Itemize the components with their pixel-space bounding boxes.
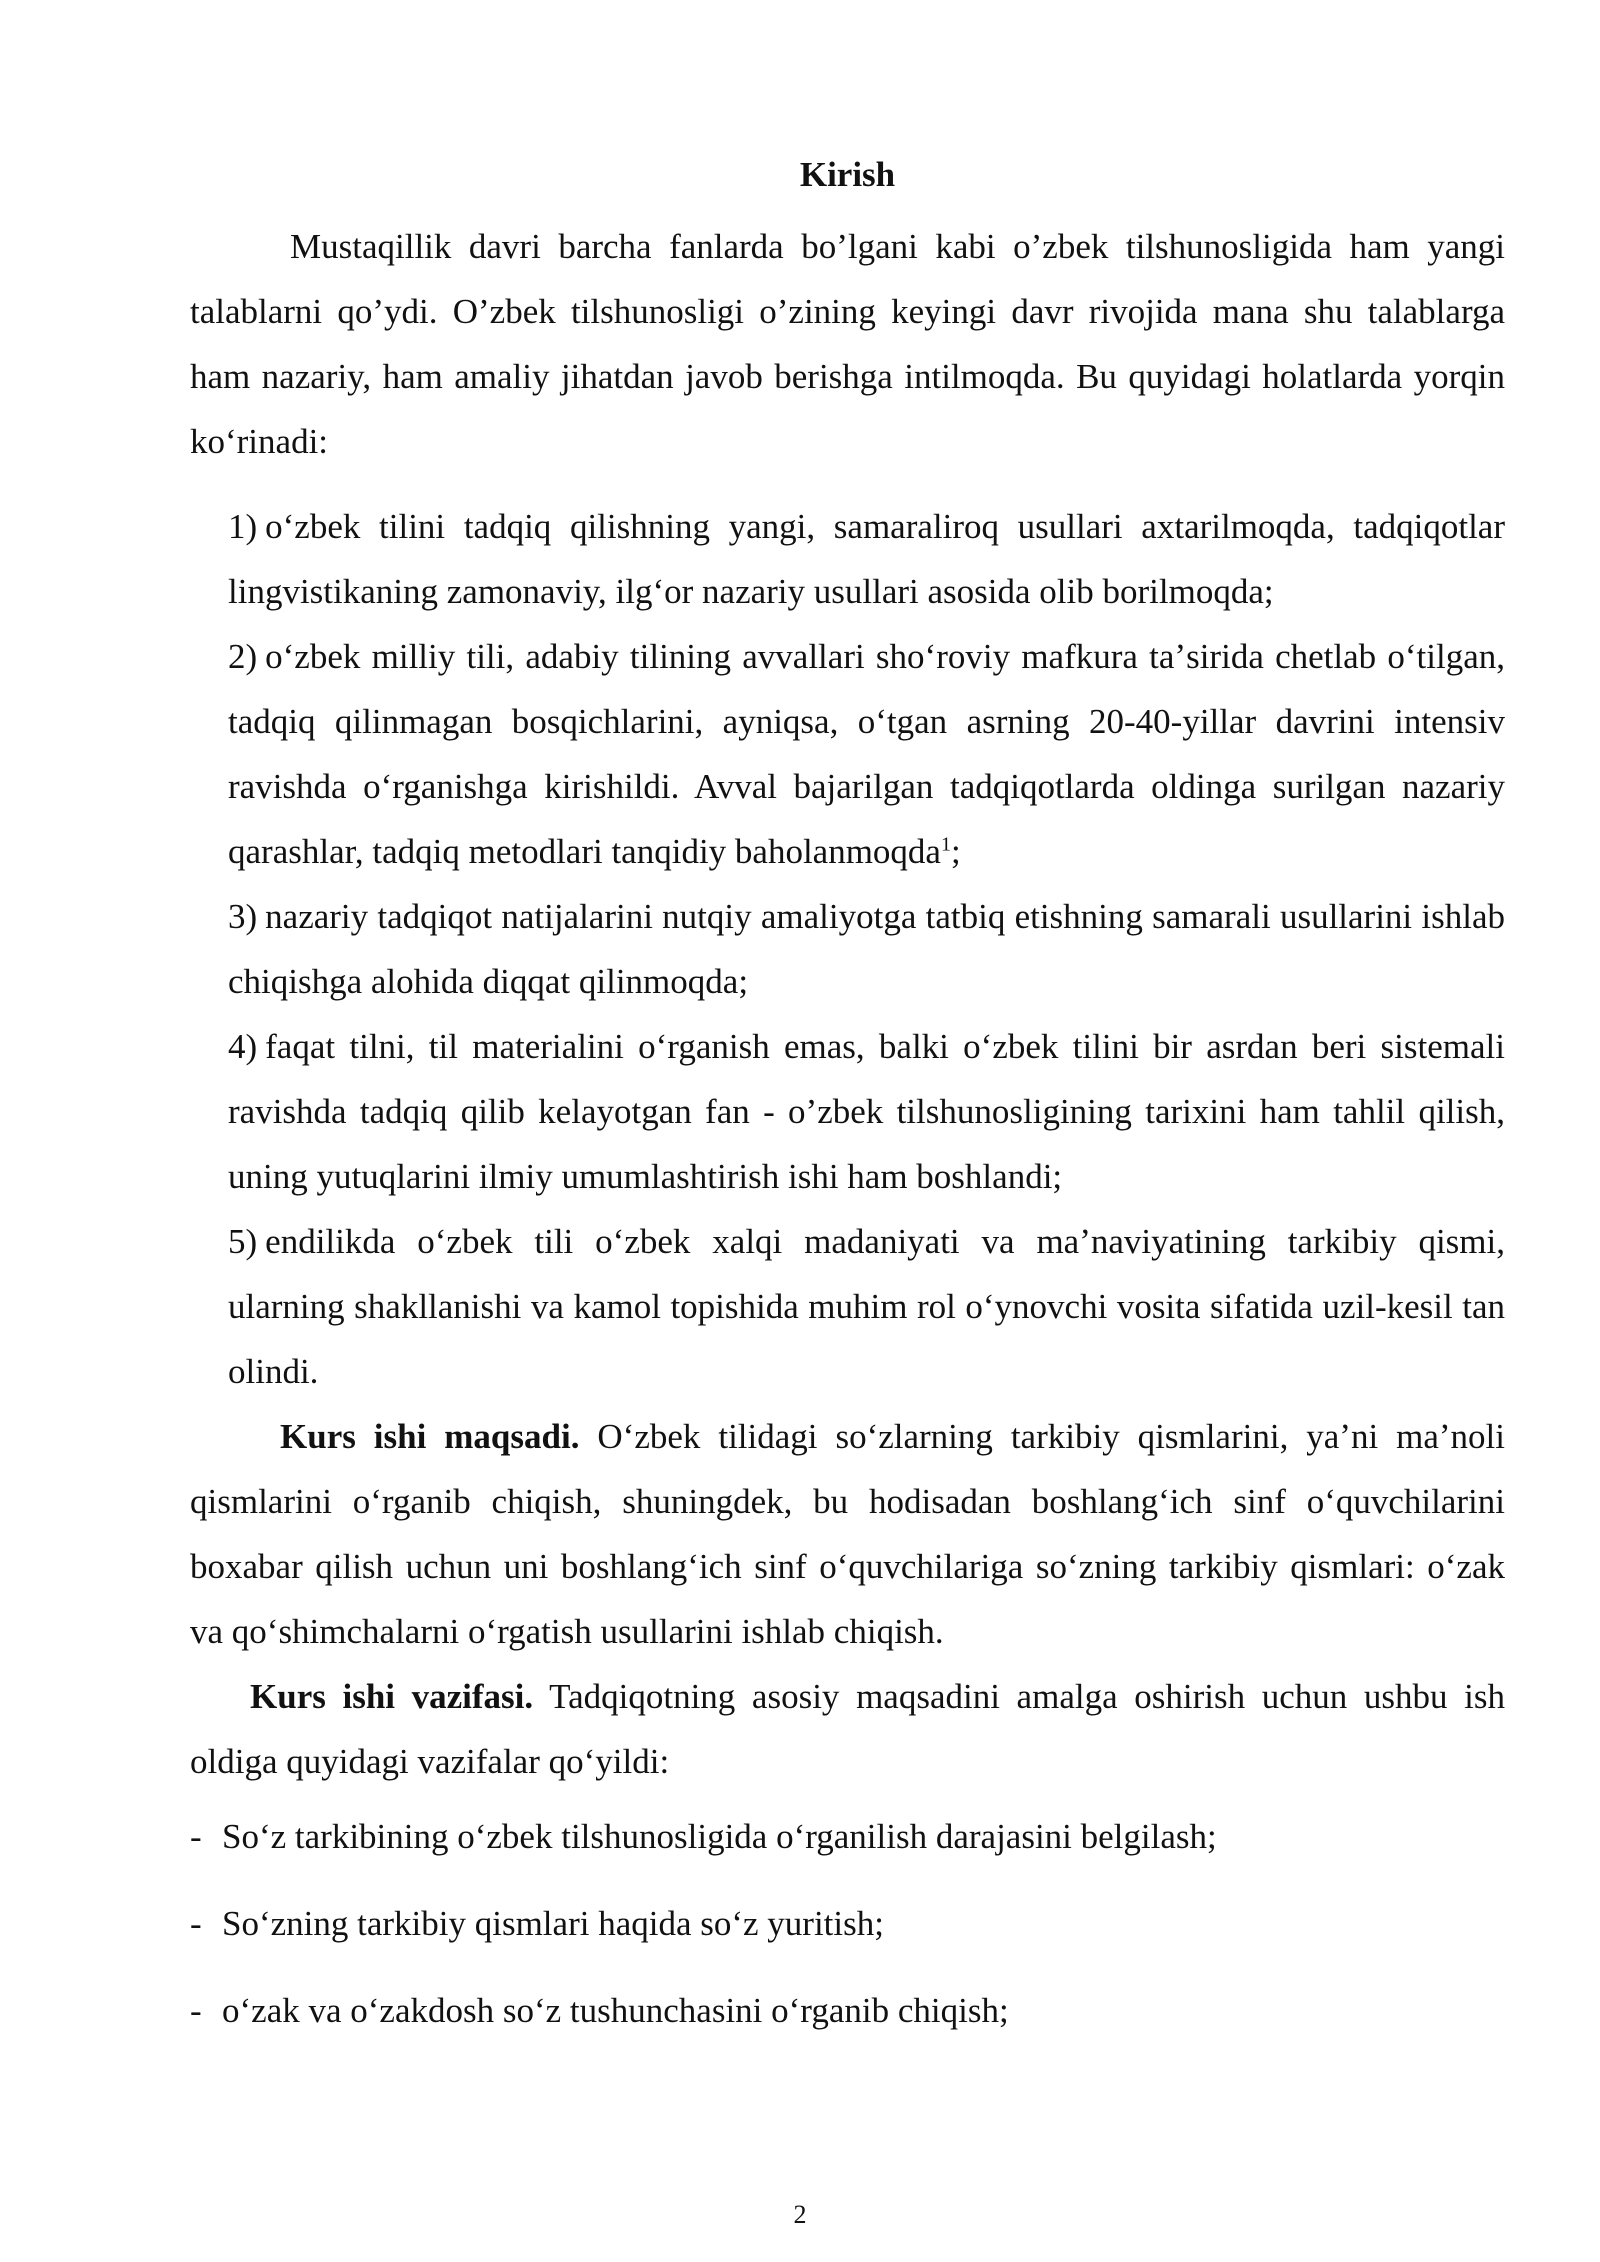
list-item — [228, 624, 1505, 884]
list-item — [228, 494, 1505, 624]
document-page — [190, 150, 1505, 2075]
list-item-tail: ; — [950, 832, 961, 871]
list-item-text: oʻzbek milliy tili, adabiy tilining avvallari shoʻroviy mafkura taʼsirida chetlab oʻtilgan, tadqiq qilinmagan bosqichlarini, ayniqsa, oʻtgan asrning 20-40-yillar davrini intensiv ravishda oʻrganishga kirishildi. Avval bajarilgan tadqiqotlarda oldinga surilgan nazariy qarashlar, tadqiq metodlari tanqidiy baholanmoqda — [228, 637, 1505, 871]
list-item-text: nazariy tadqiqot natijalarini nutqiy amaliyotga tatbiq etishning samarali usullarini ishlab chiqishga alohida diqqat qilinmoqda; — [228, 897, 1505, 1001]
dash-marker: - — [190, 1991, 202, 2030]
list-item-text: faqat tilni, til materialini oʻrganish emas, balki oʻzbek tilini bir asrdan beri sistemali ravishda tadqiq qilib kelayotgan fan - o’zbek tilshunosligining tarixini ham tahlil qilish, uning yutuqlarini ilmiy umumlashtirish ishi ham boshlandi; — [228, 1027, 1505, 1196]
task-paragraph — [190, 1664, 1505, 1794]
list-item-text: oʻzbek tilini tadqiq qilishning yangi, samaraliroq usullari axtarilmoqda, tadqiqotlar lingvistikaning zamonaviy, ilgʻor nazariy usullari asosida olib borilmoqda; — [228, 507, 1505, 611]
list-item-number: 2) — [228, 637, 258, 676]
tasks-list — [190, 1814, 1505, 2033]
findings-list — [228, 494, 1505, 1404]
footnote-marker: 1 — [940, 833, 951, 856]
list-item-number: 5) — [228, 1222, 258, 1261]
list-item-number: 4) — [228, 1027, 258, 1066]
goal-paragraph — [190, 1404, 1505, 1664]
dash-marker: - — [190, 1817, 202, 1856]
list-item — [228, 1014, 1505, 1209]
task-text: Tadqiqotning asosiy maqsadini amalga oshirish uchun ushbu ish oldiga quyidagi vazifalar qoʻyildi: — [190, 1677, 1505, 1781]
page-title: Kirish — [799, 155, 896, 194]
list-item — [228, 1209, 1505, 1404]
task-label: Kurs ishi vazifasi. — [250, 1677, 534, 1716]
goal-label: Kurs ishi maqsadi. — [280, 1417, 580, 1456]
list-item — [190, 1988, 1505, 2033]
page-number: 2 — [793, 2200, 807, 2229]
list-item — [190, 1814, 1505, 1859]
task-item-text: Soʻz tarkibining oʻzbek tilshunosligida oʻrganilish darajasini belgilash; — [222, 1817, 1217, 1856]
dash-marker: - — [190, 1904, 202, 1943]
goal-text: Oʻzbek tilidagi soʻzlarning tarkibiy qismlarini, yaʼni maʼnoli qismlarini oʻrganib chiqish, shuningdek, bu hodisadan boshlangʻich sinf oʻquvchilarini boxabar qilish uchun uni boshlangʻich sinf oʻquvchilariga soʻzning tarkibiy qismlari: oʻzak va qoʻshimchalarni oʻrgatish usullarini ishlab chiqish. — [190, 1417, 1505, 1651]
list-item-text: endilikda oʻzbek tili oʻzbek xalqi madaniyati va maʼnaviyatining tarkibiy qismi, ularning shakllanishi va kamol topishida muhim rol oʻynovchi vosita sifatida uzil-kesil tan olindi. — [228, 1222, 1505, 1391]
list-item — [190, 1901, 1505, 1946]
list-item-number: 3) — [228, 897, 258, 936]
task-item-text: oʻzak va oʻzakdosh soʻz tushunchasini oʻrganib chiqish; — [222, 1991, 1009, 2030]
intro-paragraph: Mustaqillik davri barcha fanlarda bo’lgani kabi o’zbek tilshunosligida ham yangi talablarni qo’ydi. O’zbek tilshunosligi o’zining keyingi davr rivojida mana shu talablarga ham nazariy, ham amaliy jihatdan javob berishga intilmoqda. Bu quyidagi holatlarda yorqin koʻrinadi: — [190, 227, 1505, 461]
list-item-number: 1) — [228, 507, 258, 546]
task-item-text: Soʻzning tarkibiy qismlari haqida soʻz yuritish; — [222, 1904, 884, 1943]
list-item — [228, 884, 1505, 1014]
